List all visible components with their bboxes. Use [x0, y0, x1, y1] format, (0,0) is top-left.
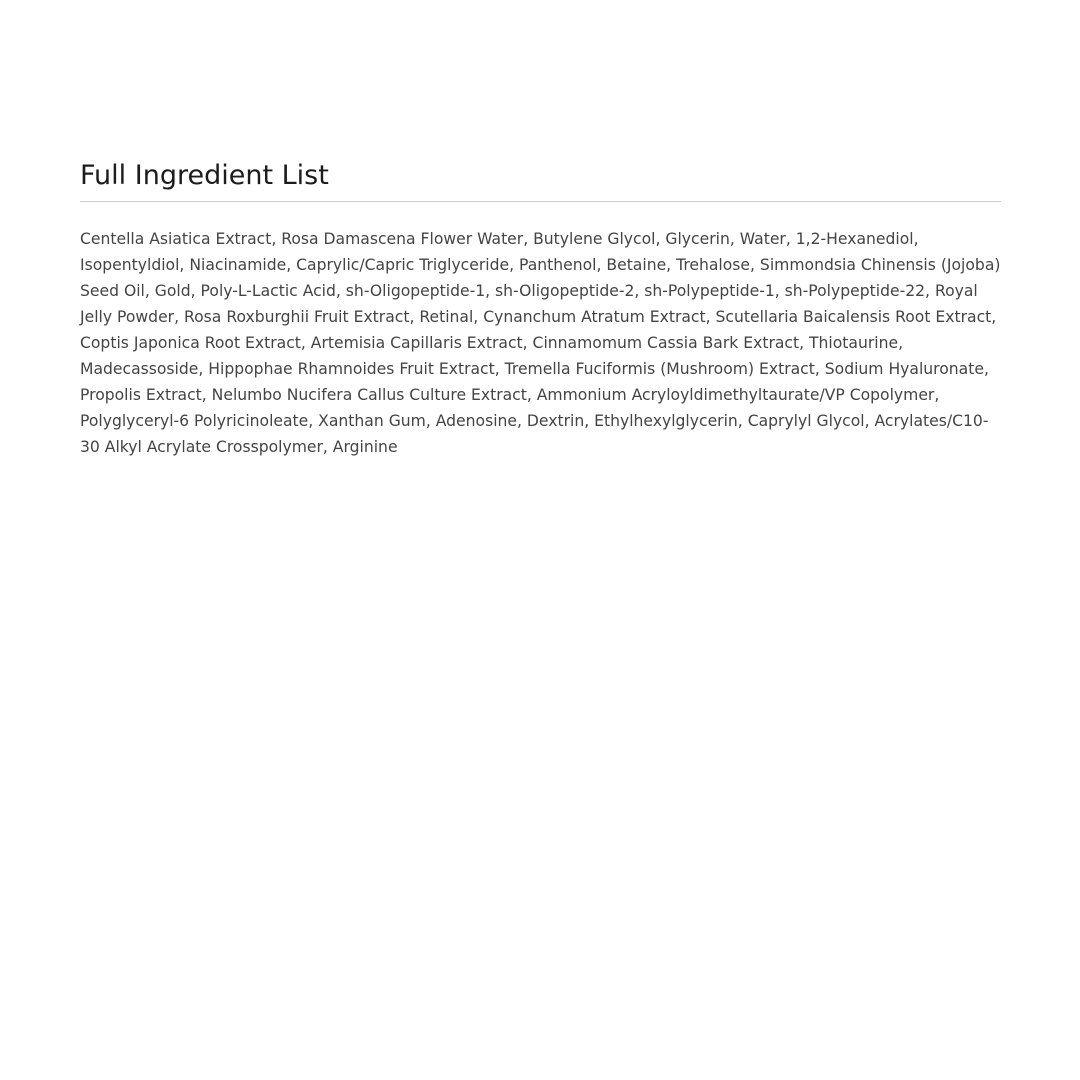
- ingredient-list-text: Centella Asiatica Extract, Rosa Damascena Flower Water, Butylene Glycol, Glycerin, Water, 1,2-Hexanediol, Isopentyldiol, Niacinamide, Caprylic/Capric Triglyceride, Panthenol, Betaine, Trehalose, Simmondsia Chinensis (Jojoba) Seed Oil, Gold, Poly-L-Lactic Acid, sh-Oligopeptide-1, sh-Oligopeptide-2, sh-Polypeptide-1, sh-Polypeptide-22, Royal Jelly Powder, Rosa Roxburghii Fruit Extract, Retinal, Cynanchum Atratum Extract, Scutellaria Baicalensis Root Extract, Coptis Japonica Root Extract, Artemisia Capillaris Extract, Cinnamomum Cassia Bark Extract, Thiotaurine, Madecassoside, Hippophae Rhamnoides Fruit Extract, Tremella Fuciformis (Mushroom) Extract, Sodium Hyaluronate, Propolis Extract, Nelumbo Nucifera Callus Culture Extract, Ammonium Acryloyldimethyltaurate/VP Copolymer, Polyglyceryl-6 Polyricinoleate, Xanthan Gum, Adenosine, Dextrin, Ethylhexylglycerin, Caprylyl Glycol, Acrylates/C10-30 Alkyl Acrylate Crosspolymer, Arginine: [80, 230, 1001, 456]
- ingredient-list-section: [80, 158, 1001, 460]
- section-title: Full Ingredient List: [80, 158, 1001, 202]
